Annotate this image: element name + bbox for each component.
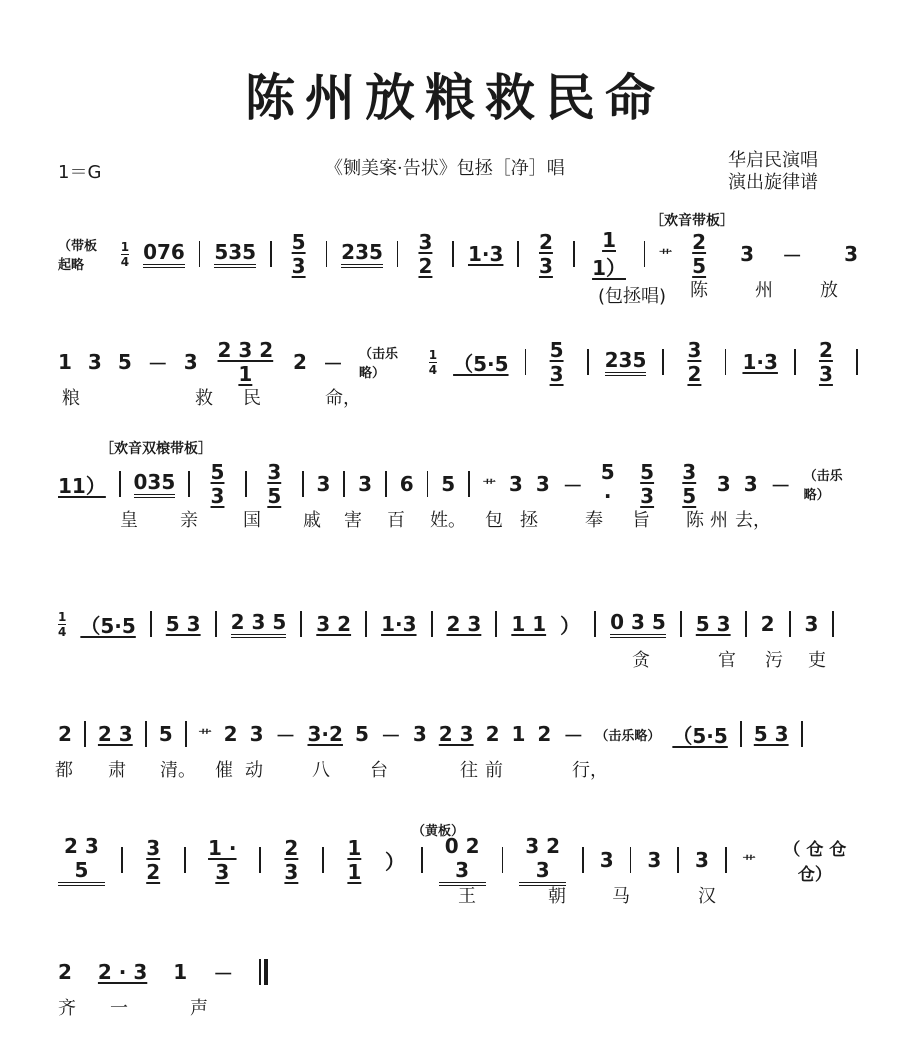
barline xyxy=(644,241,646,267)
lyric: 粮 xyxy=(62,388,80,409)
note: 3 xyxy=(743,472,758,496)
note: 3 xyxy=(694,848,709,872)
note-group: 5 3 xyxy=(640,460,655,508)
section-tag: ［欢音双榱带板］ xyxy=(100,441,212,457)
barline xyxy=(300,611,302,637)
lyric: 贪 xyxy=(632,650,650,671)
note: 3 xyxy=(316,472,331,496)
note-group: （5·5 xyxy=(453,351,509,376)
lyric: 声 xyxy=(190,998,208,1019)
note-group: 1 1 xyxy=(511,612,547,636)
dash: － xyxy=(782,243,803,268)
note-group: 2 3 2 1 xyxy=(217,338,274,386)
dash: － xyxy=(275,723,296,748)
lyric: 都 xyxy=(55,760,73,781)
note: 3 xyxy=(412,722,427,746)
lyric: 一 xyxy=(110,998,128,1019)
barline xyxy=(680,611,682,637)
note: 5 xyxy=(158,722,173,746)
barline xyxy=(573,241,575,267)
dash: － xyxy=(563,723,584,748)
barline xyxy=(801,721,803,747)
note: 2 xyxy=(293,350,307,374)
note-group: 2 · 3 xyxy=(97,960,148,984)
barline xyxy=(184,847,186,873)
lyric: 陈 xyxy=(690,280,708,301)
subtitle: 《铡美案·告状》包拯［净］唱 xyxy=(325,158,565,179)
dash: － xyxy=(770,473,791,498)
note: 3 xyxy=(740,242,755,266)
page-title: 陈州放粮救民命 xyxy=(245,68,665,127)
tempo-mark: 艹 xyxy=(482,478,496,494)
barline xyxy=(468,471,470,497)
note: 5 xyxy=(117,350,132,374)
barline xyxy=(677,847,679,873)
barline xyxy=(421,847,423,873)
key-signature: 1＝G xyxy=(58,162,102,183)
note-group: 235 xyxy=(605,348,647,376)
percussion-syllables: （ 仓 仓 仓） xyxy=(783,840,847,885)
barline xyxy=(431,611,433,637)
singer-note: (包拯唱) xyxy=(598,286,667,307)
barline xyxy=(199,241,201,267)
note-group: 0 3 5 xyxy=(610,610,666,638)
note: 3 xyxy=(599,848,614,872)
barline xyxy=(397,241,399,267)
barline xyxy=(259,847,261,873)
barline xyxy=(832,611,834,637)
note: 1 xyxy=(173,960,188,984)
lyric: 清。 xyxy=(160,760,196,781)
section-tag: ［欢音带板］ xyxy=(650,213,734,229)
note-group: 1 · 3 xyxy=(208,836,237,884)
note: 3 xyxy=(535,472,550,496)
barline xyxy=(856,349,858,375)
note-group: 11） xyxy=(58,473,106,498)
note: 3 xyxy=(844,242,858,266)
note-group: 535 xyxy=(214,240,256,268)
barline xyxy=(594,611,596,637)
note-group: （5·5 xyxy=(80,613,136,638)
lyric: 官 xyxy=(718,650,736,671)
lyric: 去， xyxy=(735,510,771,531)
lyric: 污 xyxy=(765,650,783,671)
barline xyxy=(662,349,664,375)
note-group: 2 3 xyxy=(539,230,553,278)
barline xyxy=(302,471,304,497)
dash: － xyxy=(562,473,583,498)
note-group: 3 2 xyxy=(418,230,433,278)
section-tag: （黄板） xyxy=(412,824,465,839)
note: 2 xyxy=(537,722,552,746)
lyric: 王 xyxy=(458,886,476,907)
note: 2 xyxy=(58,722,72,746)
lyric: 台 xyxy=(370,760,388,781)
note: 1 xyxy=(58,350,72,374)
note: 2 xyxy=(485,722,500,746)
note-group: 5 3 xyxy=(549,338,564,386)
dash: － xyxy=(213,961,234,986)
barline xyxy=(365,611,367,637)
barline xyxy=(145,721,147,747)
barline xyxy=(343,471,345,497)
lyric: 国 xyxy=(243,510,261,531)
lyric: 汉 xyxy=(698,886,716,907)
time-signature: 1 4 xyxy=(58,609,67,639)
lyric: 州 xyxy=(755,280,773,301)
barline xyxy=(452,241,454,267)
lyric: 前 xyxy=(485,760,503,781)
credit-transcription: 演出旋律谱 xyxy=(728,172,818,193)
barline xyxy=(740,721,742,747)
note: 5 · xyxy=(600,460,615,508)
barline xyxy=(587,349,589,375)
note: 3 xyxy=(716,472,731,496)
note-group: 2 3 xyxy=(284,836,299,884)
lyric: 包 xyxy=(485,510,503,531)
note: 6 xyxy=(399,472,414,496)
note-group: 1 1） xyxy=(592,227,626,280)
time-signature: 1 4 xyxy=(428,347,438,377)
lyric: 朝 xyxy=(548,886,566,907)
barline xyxy=(245,471,247,497)
barline xyxy=(188,471,190,497)
final-barline xyxy=(259,959,268,985)
dash: － xyxy=(380,723,401,748)
lyric: 百 xyxy=(387,510,405,531)
note: 2 xyxy=(760,612,775,636)
lyric: 姓。 xyxy=(430,510,466,531)
note-group: 035 xyxy=(134,470,176,498)
note: 2 xyxy=(223,722,238,746)
lyric: 民 xyxy=(243,388,261,409)
note-group: 2 3 5 xyxy=(231,610,287,638)
note-group: 3·2 xyxy=(307,722,343,746)
note: 3 xyxy=(647,848,662,872)
lyric: 行， xyxy=(572,760,608,781)
note-group: 3 2 xyxy=(146,836,161,884)
paren: ） xyxy=(560,613,581,638)
note-group: 2 3 5 xyxy=(58,834,105,886)
note-group: 3 2 xyxy=(316,612,352,636)
note: 3 xyxy=(358,472,373,496)
lyric: 催 xyxy=(215,760,233,781)
note-group: 5 3 xyxy=(753,722,789,746)
tempo-mark: 艹 xyxy=(659,248,673,264)
percussion-note: （击乐略） xyxy=(595,728,661,744)
note: 5 xyxy=(354,722,369,746)
barline xyxy=(215,611,217,637)
lyric: 救 xyxy=(195,388,213,409)
dash: － xyxy=(147,351,168,376)
note-group: 3 2 3 xyxy=(519,834,566,886)
lyric: 拯 xyxy=(520,510,538,531)
time-signature: 1 4 xyxy=(120,239,130,269)
lyric: 八 xyxy=(312,760,330,781)
barline xyxy=(84,721,86,747)
lyric: 命， xyxy=(325,388,361,409)
barline xyxy=(270,241,272,267)
paren: ） xyxy=(384,849,405,874)
note-group: 2 3 xyxy=(818,338,833,386)
barline xyxy=(322,847,324,873)
note-group: 2 3 xyxy=(97,722,133,746)
note: 3 xyxy=(508,472,523,496)
note-group: （5·5 xyxy=(672,723,728,748)
lyric: 往 xyxy=(460,760,478,781)
note: 3 xyxy=(804,612,819,636)
lyric: 齐 xyxy=(58,998,76,1019)
note-group: 3 2 xyxy=(687,338,702,386)
note-group: 235 xyxy=(341,240,383,268)
barline xyxy=(150,611,152,637)
note-group: 5 3 xyxy=(210,460,225,508)
barline xyxy=(385,471,387,497)
note-group: 076 xyxy=(143,240,185,268)
note-group: 2 3 xyxy=(446,612,482,636)
lyric: 戚 xyxy=(303,510,321,531)
note: 3 xyxy=(249,722,264,746)
barline xyxy=(121,847,123,873)
note-group: 3 5 xyxy=(682,460,697,508)
lyric: 奉 xyxy=(585,510,603,531)
barline xyxy=(427,471,429,497)
lyric: 皇 xyxy=(120,510,138,531)
lyric: 马 xyxy=(612,886,630,907)
barline xyxy=(582,847,584,873)
note-group: 2 3 xyxy=(438,722,474,746)
lyric: 陈 xyxy=(686,510,704,531)
dash: － xyxy=(322,351,343,376)
credit-performer: 华启民演唱 xyxy=(728,150,818,171)
barline xyxy=(185,721,187,747)
note: 5 xyxy=(441,472,456,496)
barline xyxy=(725,847,727,873)
note-group: 2 5 xyxy=(692,230,707,278)
lyric: 动 xyxy=(245,760,263,781)
note-group: 3 5 xyxy=(267,460,282,508)
tempo-mark: 艹 xyxy=(742,854,756,870)
lyric: 旨 xyxy=(632,510,650,531)
percussion-note: （击乐略） xyxy=(803,469,843,503)
note-group: 5 3 xyxy=(291,230,306,278)
barline xyxy=(725,349,727,375)
lyric: 肃 xyxy=(108,760,126,781)
note-group: 1·3 xyxy=(742,350,778,374)
note: 1 xyxy=(511,722,526,746)
barline xyxy=(517,241,519,267)
barline xyxy=(630,847,632,873)
note: 3 xyxy=(87,350,102,374)
intro-note: （带板起略 xyxy=(58,239,98,273)
barline xyxy=(495,611,497,637)
note-group: 0 2 3 xyxy=(439,834,486,886)
lyric: 亲 xyxy=(180,510,198,531)
barline xyxy=(502,847,504,873)
note-group: 1 1 xyxy=(347,836,362,884)
barline xyxy=(745,611,747,637)
tempo-mark: 艹 xyxy=(198,728,212,744)
barline xyxy=(119,471,121,497)
note-group: 1·3 xyxy=(467,242,504,266)
lyric: 吏 xyxy=(808,650,826,671)
lyric: 州 xyxy=(710,510,728,531)
note-group: 5 3 xyxy=(165,612,201,636)
lyric: 放 xyxy=(820,280,838,301)
barline xyxy=(789,611,791,637)
note: 3 xyxy=(183,350,198,374)
lyric: 害 xyxy=(344,510,362,531)
barline xyxy=(326,241,328,267)
note: 2 xyxy=(58,960,72,984)
note-group: 5 3 xyxy=(695,612,731,636)
barline xyxy=(525,349,527,375)
percussion-note: （击乐略） xyxy=(358,347,398,381)
note-group: 1·3 xyxy=(381,612,417,636)
barline xyxy=(794,349,796,375)
